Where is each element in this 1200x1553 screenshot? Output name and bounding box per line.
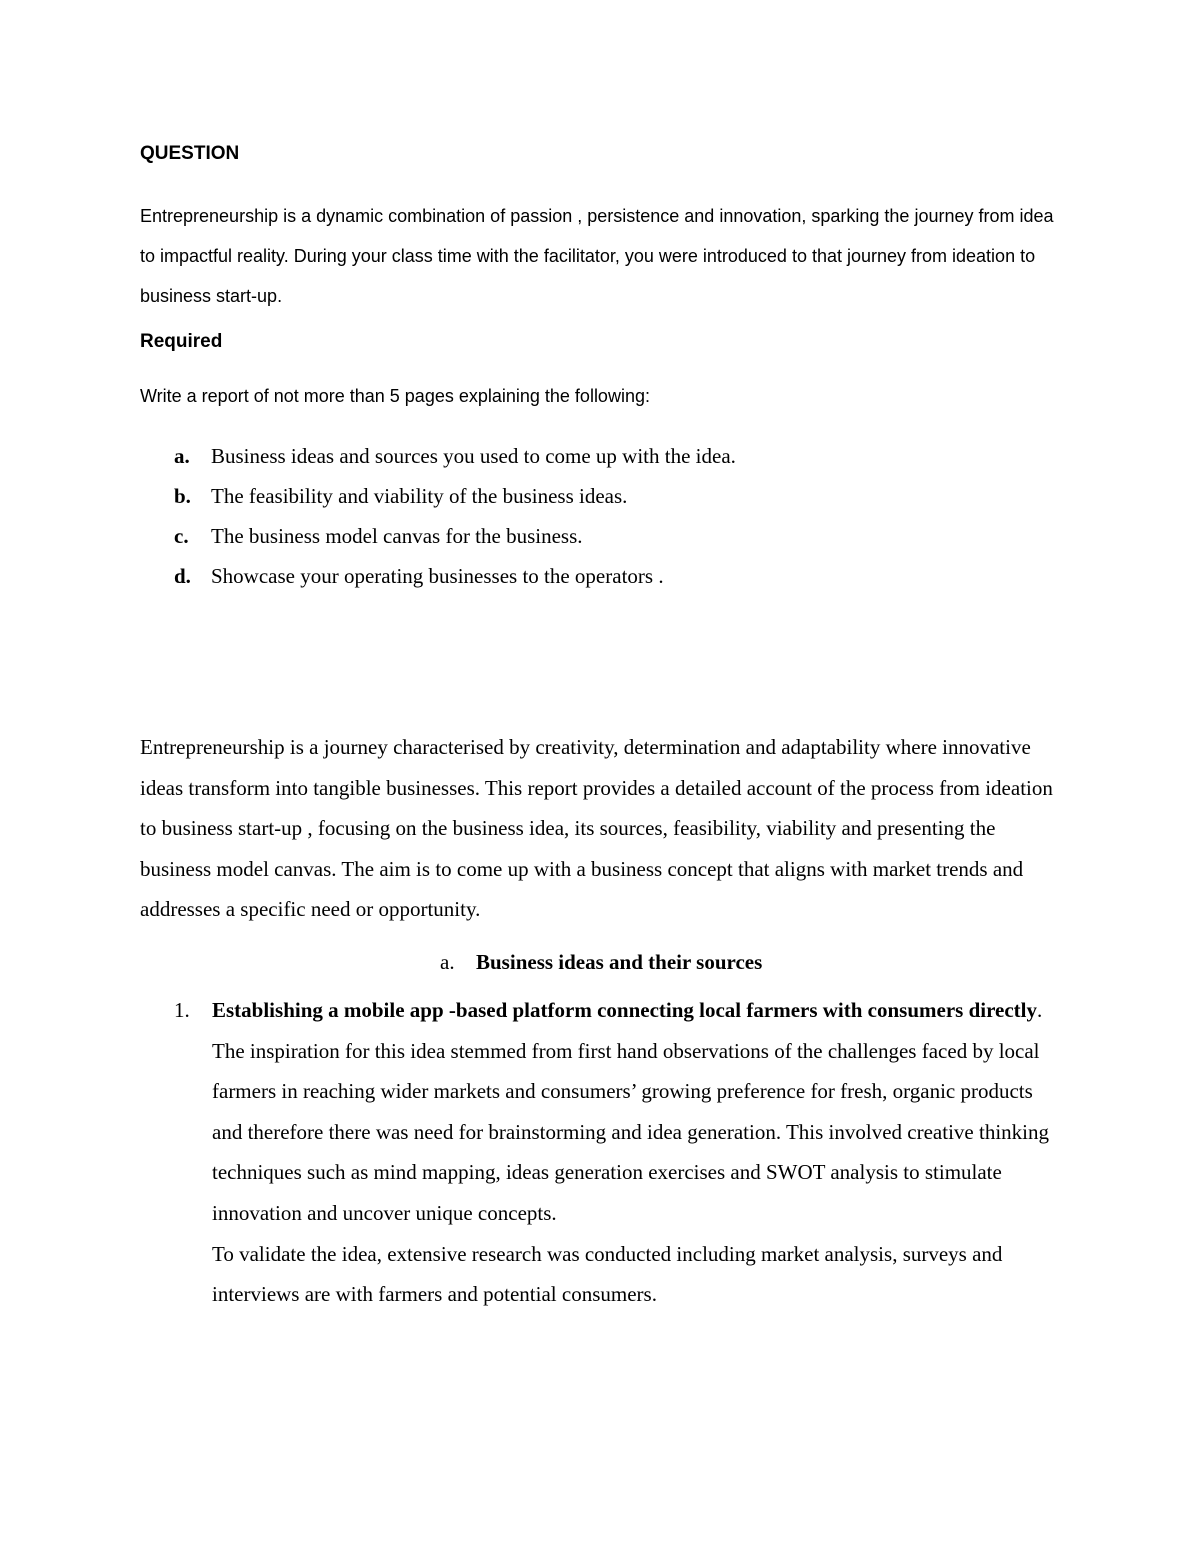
section-title: Business ideas and their sources (476, 950, 763, 974)
required-instruction: Write a report of not more than 5 pages explaining the following: (140, 386, 650, 406)
idea-item (174, 990, 1064, 1315)
question-title: QUESTION (140, 143, 240, 164)
idea-paragraph (212, 990, 1064, 1234)
task-item-c (174, 520, 736, 560)
task-item-b (174, 480, 736, 520)
report-intro: Entrepreneurship is a journey characterised by creativity, determination and adaptability where innovative ideas transform into tangible businesses. This report provides a detailed account of the process from ideation to business start-up , focusing on the business idea, its sources, feasibility, viability and presenting the business model canvas. The aim is to come up with a business concept that aligns with market trends and addresses a specific need or opportunity. (140, 735, 1053, 922)
task-letter: c. (174, 524, 189, 548)
idea-validation: To validate the idea, extensive research was conducted including market analysis, surveys and interviews are with farmers and potential consumers. (212, 1241, 1003, 1307)
task-text: The business model canvas for the business. (211, 524, 583, 548)
required-title: Required (140, 331, 223, 352)
task-letter: a. (174, 444, 190, 468)
section-heading-a (440, 950, 762, 975)
task-text: Business ideas and sources you used to come up with the idea. (211, 444, 736, 468)
task-text: Showcase your operating businesses to the operators . (211, 564, 664, 588)
task-text: The feasibility and viability of the business ideas. (211, 484, 628, 508)
task-item-a (174, 440, 736, 480)
idea-content (212, 990, 1064, 1315)
idea-description: . The inspiration for this idea stemmed from first hand observations of the challenges faced by local farmers in reaching wider markets and consumers’ growing preference for fresh, organic products and therefore there was need for brainstorming and idea generation. This involved creative thinking techniques such as mind mapping, ideas generation exercises and SWOT analysis to stimulate innovation and uncover unique concepts. (212, 998, 1049, 1225)
task-item-d (174, 560, 736, 600)
section-letter: a. (440, 950, 455, 974)
task-list (174, 440, 736, 600)
question-body: Entrepreneurship is a dynamic combination of passion , persistence and innovation, sparking the journey from idea to impactful reality. During your class time with the facilitator, you were introduced to that journey from ideation to business start-up. (140, 206, 1054, 306)
task-letter: b. (174, 484, 191, 508)
idea-bold-lead: Establishing a mobile app -based platform connecting local farmers with consumers directly (212, 998, 1038, 1022)
idea-list (174, 990, 1064, 1315)
task-letter: d. (174, 564, 191, 588)
idea-number: 1. (174, 998, 190, 1022)
